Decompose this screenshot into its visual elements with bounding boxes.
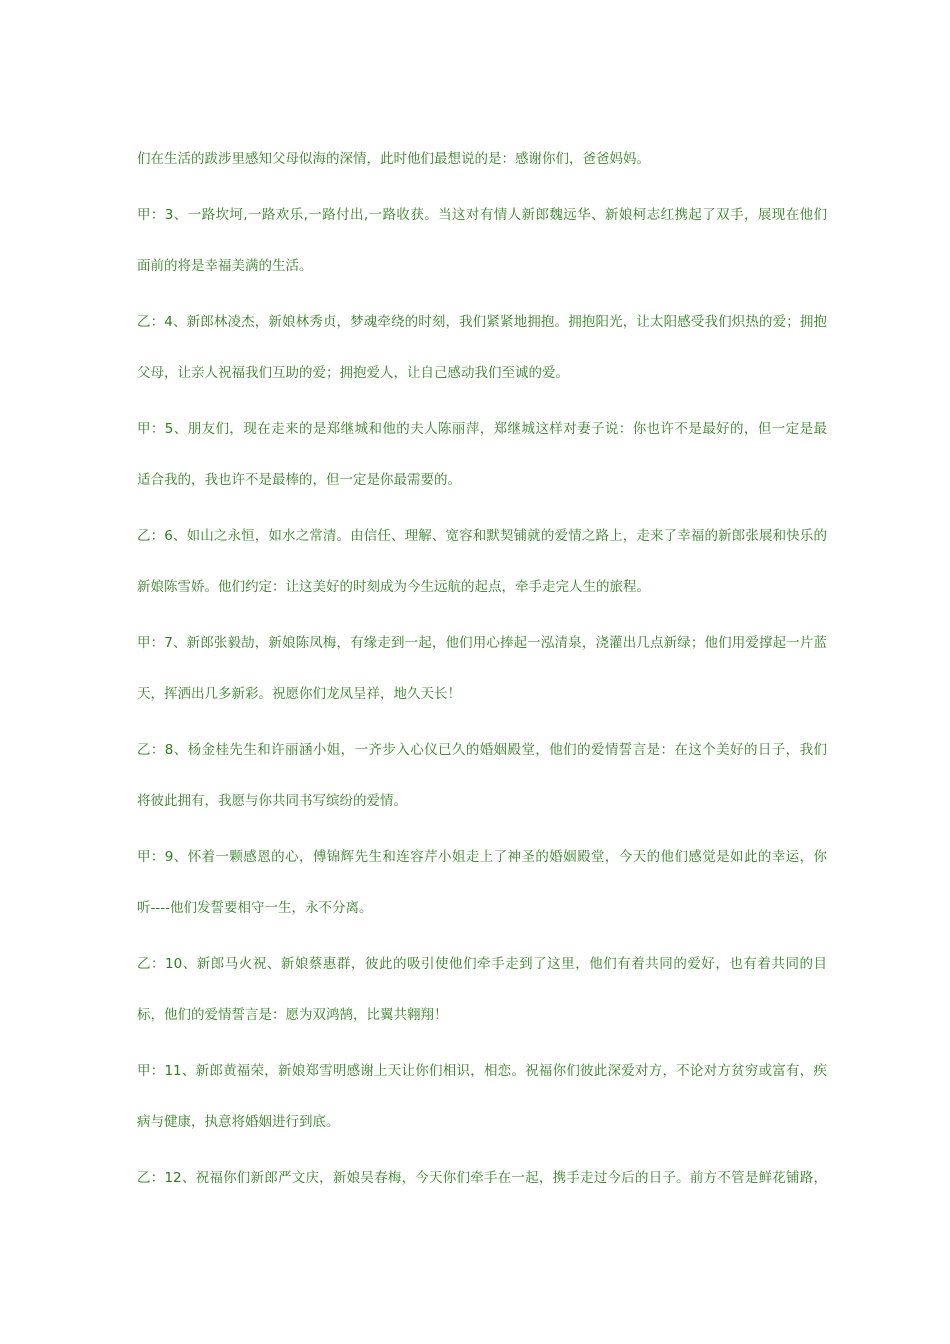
paragraph-line: 适合我的，我也许不是最棒的，但一定是你最需要的。: [137, 472, 461, 488]
document-body: [137, 144, 827, 1193]
paragraph-line: 乙：4、新郎林凌杰，新娘林秀贞，梦魂牵绕的时刻，我们紧紧地拥抱。拥抱阳光，让太阳感受我们炽热的爱；拥抱: [137, 314, 827, 330]
paragraph-line: 甲：5、朋友们，现在走来的是郑继城和他的夫人陈丽萍，郑继城这样对妻子说：你也许不是最好的，但一定是最: [137, 421, 827, 437]
paragraph-line: 病与健康，执意将婚姻进行到底。: [137, 1114, 340, 1130]
paragraph-line: 甲：3、一路坎坷,一路欢乐,一路付出,一路收获。当这对有情人新郎魏远华、新娘柯志红携起了双手，展现在他们: [137, 207, 827, 223]
paragraph-line: 甲：9、怀着一颗感恩的心，傅锦辉先生和连容芹小姐走上了神圣的婚姻殿堂，今天的他们感觉是如此的幸运，你: [137, 849, 827, 865]
paragraph-line: 听----他们发誓要相守一生，永不分离。: [137, 900, 373, 916]
paragraph-line: 新娘陈雪娇。他们约定：让这美好的时刻成为今生远航的起点，牵手走完人生的旅程。: [137, 579, 650, 595]
paragraph-line: 甲：11、新郎黄福荣，新娘郑雪明感谢上天让你们相识，相恋。祝福你们彼此深爱对方，不论对方贫穷或富有，疾: [137, 1063, 827, 1079]
paragraph-line: 们在生活的跋涉里感知父母似海的深情，此时他们最想说的是：感谢你们，爸爸妈妈。: [137, 151, 650, 167]
paragraph-line: 天，挥洒出几多新彩。祝愿你们龙凤呈祥，地久天长！: [137, 686, 461, 702]
paragraph-line: 父母，让亲人祝福我们互助的爱；拥抱爱人，让自己感动我们至诚的爱。: [137, 365, 569, 381]
paragraph-line: 甲：7、新郎张毅劼，新娘陈凤梅，有缘走到一起，他们用心捧起一泓清泉，浇灌出几点新绿；他们用爱撑起一片蓝: [137, 635, 827, 651]
paragraph-line: 面前的将是幸福美满的生活。: [137, 258, 313, 274]
paragraph-line: 乙：10、新郎马火祝、新娘蔡惠群，彼此的吸引使他们牵手走到了这里，他们有着共同的爱好，也有着共同的目: [137, 956, 827, 972]
paragraph-line: 乙：6、如山之永恒，如水之常清。由信任、理解、宽容和默契铺就的爱情之路上，走来了幸福的新郎张展和快乐的: [137, 528, 827, 544]
paragraph-line: 标，他们的爱情誓言是：愿为双鸿鹄，比翼共翱翔！: [137, 1007, 448, 1023]
paragraph-line: 乙：8、杨金桂先生和许丽涵小姐，一齐步入心仪已久的婚姻殿堂，他们的爱情誓言是：在这个美好的日子，我们: [137, 742, 827, 758]
paragraph-line: 乙：12、祝福你们新郎严文庆，新娘吴春梅，今天你们牵手在一起，携手走过今后的日子。前方不管是鲜花铺路，: [137, 1170, 827, 1186]
paragraph-line: 将彼此拥有，我愿与你共同书写缤纷的爱情。: [137, 793, 407, 809]
